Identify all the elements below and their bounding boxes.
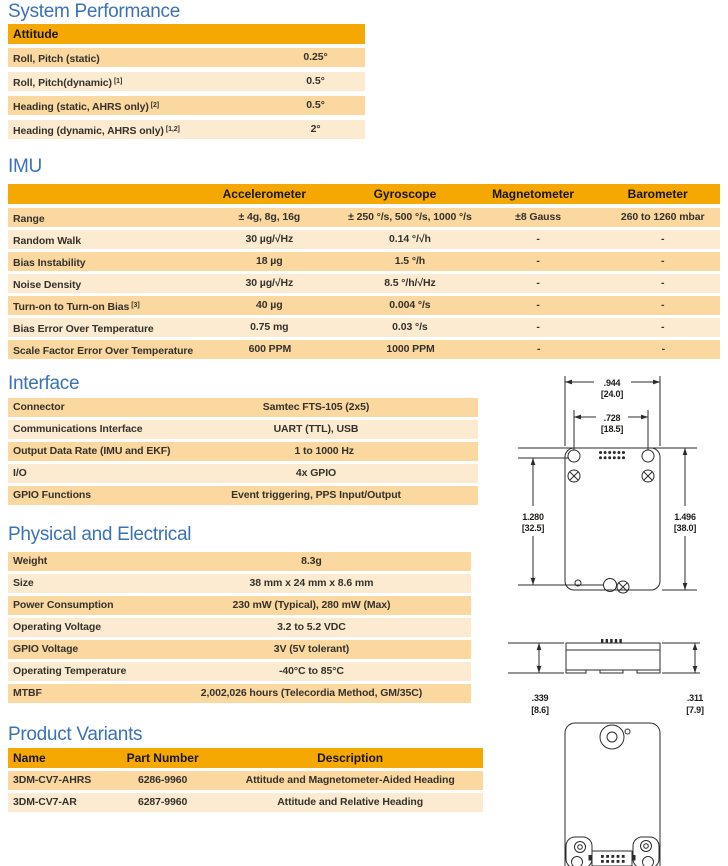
dim-label: [18.5] [600,424,624,434]
table-header-row [8,184,720,204]
cell-gyroscope: 0.14 °/√h [389,233,431,245]
mounting-tab [566,837,592,866]
row-label: Bias Error Over Temperature [13,323,154,335]
cell-accelerometer: ± 4g, 8g, 16g [238,211,301,223]
table-row [8,596,471,615]
row-value: 2,002,026 hours (Telecordia Method, GM/35C) [200,687,423,699]
section-title: IMU [8,156,42,177]
cell-barometer: - [660,299,665,311]
cell-gyroscope: 0.03 °/s [392,321,428,333]
screw-icon [642,470,654,482]
row-value: 0.25° [303,51,328,63]
table-row [8,684,471,703]
table-row [8,340,720,359]
table-row [8,464,478,483]
row-value: UART (TTL), USB [273,423,359,435]
cell-gyroscope: 0.004 °/s [389,299,431,311]
row-label: Random Walk [13,235,81,247]
row-label: Power Consumption [13,599,114,611]
table-row [8,318,720,337]
row-value: 4x GPIO [295,467,337,479]
column-header-description: Description [317,751,384,765]
cell-gyroscope: 1.5 °/h [394,255,426,267]
footnote-ref: [1,2] [165,126,180,133]
row-label: Turn-on to Turn-on Bias [13,301,130,313]
cell-accelerometer: 600 PPM [248,343,292,355]
cell-barometer: - [660,233,665,245]
top-view-drawing [500,370,728,602]
cell-name: 3DM-CV7-AHRS [13,774,92,786]
table-row [8,574,471,593]
screw-icon [568,470,580,482]
row-value: 38 mm x 24 mm x 8.6 mm [249,577,374,589]
dim-label: 1.496 [674,512,696,522]
dimension-height-right [662,643,700,673]
cell-gyroscope: 1000 PPM [386,343,435,355]
section-title: Product Variants [8,724,143,745]
row-value: 3.2 to 5.2 VDC [277,621,346,633]
row-value: 0.5° [306,99,325,111]
cell-magnetometer: ±8 Gauss [515,211,561,223]
table-row [8,640,471,659]
cell-magnetometer: - [536,321,540,333]
row-label: Roll, Pitch(dynamic) [13,77,112,89]
cell-magnetometer: - [536,255,540,267]
row-label: Heading (static, AHRS only) [13,101,149,113]
top-view-svg [500,370,728,602]
cell-gyroscope: ± 250 °/s, 500 °/s, 1000 °/s [348,211,472,223]
cell-magnetometer: - [536,343,541,355]
bottom-view-svg [500,720,728,866]
section-title: Interface [8,373,80,394]
footnote-ref: [3] [131,302,140,309]
table-row [8,252,720,271]
section-title: System Performance [8,1,180,22]
bottom-view-drawing [500,720,728,866]
table-row [8,120,365,139]
side-view-svg [500,620,728,720]
module-body-outline [518,448,697,590]
row-value: -40°C to 85°C [279,665,344,677]
table-row [8,793,483,812]
cell-description: Attitude and Relative Heading [277,796,424,808]
variants-table [8,748,483,812]
table-row [8,296,720,315]
cell-part-number: 6287-9960 [137,796,188,808]
column-header-name: Name [13,751,46,765]
cell-barometer: - [661,343,665,355]
cell-description: Attitude and Magnetometer-Aided Heading [245,774,455,786]
table-row [8,442,478,461]
module-side-profile [566,643,660,673]
table-row [8,398,478,417]
cell-barometer: 260 to 1260 mbar [620,211,705,223]
footnote-ref: [2] [150,102,160,109]
table-row [8,208,720,227]
table-row [8,420,478,439]
side-view-drawing [500,620,728,720]
table-row [8,552,471,571]
physical-table [8,552,471,703]
table-row [8,230,720,249]
cell-accelerometer: 30 µg/√Hz [245,233,294,245]
cell-magnetometer: - [536,277,540,289]
dimension-height-left [508,643,564,673]
cell-barometer: - [660,277,665,289]
dim-label: [38.0] [673,523,697,533]
row-value: 0.5° [306,75,325,87]
row-label: Range [13,213,45,225]
table-header-row [8,748,483,768]
table-header: Attitude [8,24,365,44]
connector-pins-icon [601,639,622,643]
row-label: Heading (dynamic, AHRS only) [13,125,164,137]
row-value: Event triggering, PPS Input/Output [231,489,401,501]
mounting-hole [568,450,580,462]
dim-label: [32.5] [521,523,545,533]
dim-label: .728 [603,413,621,423]
interface-table [8,398,478,505]
column-header-magnetometer: Magnetometer [492,187,575,201]
section-imu [8,156,720,362]
connector-pins-icon [589,855,636,863]
row-label: Noise Density [13,279,82,291]
row-label: GPIO Functions [13,489,91,501]
table-row [8,72,365,91]
row-label: Operating Temperature [13,665,127,677]
row-label: Scale Factor Error Over Temperature [13,345,194,357]
table-row [8,48,365,67]
row-label: I/O [13,467,27,479]
dim-label: [7.9] [686,705,704,715]
row-value: 2° [310,123,321,135]
table-row [8,771,483,790]
row-value: 1 to 1000 Hz [294,445,354,457]
section-title: Physical and Electrical [8,524,192,545]
section-system-performance [8,1,365,144]
row-label: GPIO Voltage [13,643,79,655]
cell-barometer: - [660,321,665,333]
cell-part-number: 6286-9960 [137,774,188,786]
cell-accelerometer: 18 µg [256,255,283,267]
column-header-gyroscope: Gyroscope [373,187,437,201]
dim-label: 1.280 [522,512,544,522]
attitude-table [8,24,365,139]
mounting-tab [633,837,659,866]
column-header-part-number: Part Number [126,751,199,765]
connector-pins-icon [599,451,625,459]
row-label: Output Data Rate (IMU and EKF) [13,445,171,457]
row-label: Connector [13,401,65,413]
row-label: Roll, Pitch (static) [13,53,100,65]
cell-accelerometer: 40 µg [256,299,283,311]
section-product-variants [8,724,483,815]
connector-housing [592,851,632,866]
imu-table [8,184,720,359]
mounting-hole [642,450,654,462]
table-row [8,662,471,681]
section-physical-electrical [8,524,471,706]
table-row [8,96,365,115]
column-header-barometer: Barometer [627,187,688,201]
dim-label: [8.6] [531,705,549,715]
cell-gyroscope: 8.5 °/h/√Hz [384,277,436,289]
table-row [8,618,471,637]
row-value: Samtec FTS-105 (2x5) [262,401,370,413]
table-row [8,486,478,505]
row-label: MTBF [13,687,42,699]
row-label: Weight [13,555,48,567]
footnote-ref: [1] [113,78,123,85]
row-label: Operating Voltage [13,621,101,633]
row-value: 8.3g [301,555,322,567]
row-label: Communications Interface [13,423,143,435]
dim-label: .339 [531,693,549,703]
cell-magnetometer: - [536,299,540,311]
row-value: 3V (5V tolerant) [273,643,350,655]
dim-label: .311 [686,693,704,703]
dim-label: .944 [603,378,621,388]
cell-accelerometer: 0.75 mg [250,321,289,333]
boss-circle [600,725,630,749]
table-row [8,274,720,293]
row-label: Bias Instability [13,257,86,269]
row-label: Size [13,577,34,589]
cell-barometer: - [660,255,665,267]
cell-name: 3DM-CV7-AR [13,796,77,808]
column-header-accelerometer: Accelerometer [222,187,306,201]
cell-accelerometer: 30 µg/√Hz [245,277,294,289]
screw-icon [617,581,629,593]
section-interface [8,373,478,508]
cell-magnetometer: - [536,233,540,245]
row-value: 230 mW (Typical), 280 mW (Max) [232,599,391,611]
dim-label: [24.0] [600,389,624,399]
